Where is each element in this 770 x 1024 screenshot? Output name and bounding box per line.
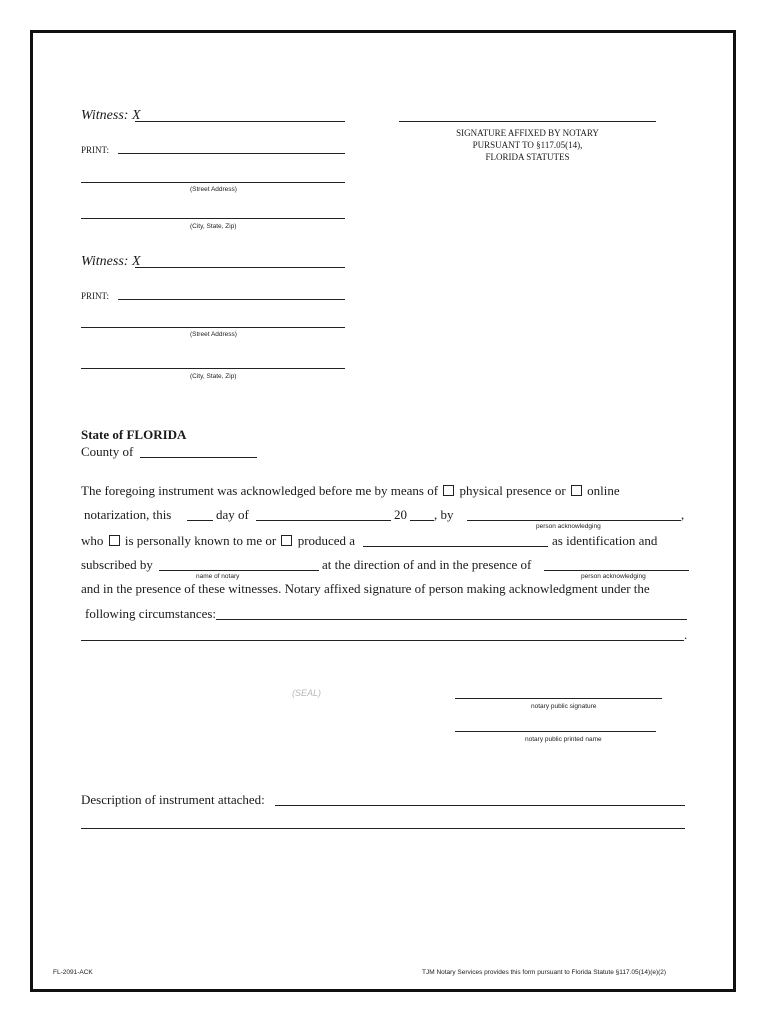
personally-known-checkbox[interactable] [109, 535, 120, 546]
witness1-street-line[interactable] [81, 182, 345, 183]
seal-placeholder: (SEAL) [292, 688, 322, 698]
produced-id-checkbox[interactable] [281, 535, 292, 546]
description-line-2[interactable] [81, 828, 685, 829]
ack-line2-text-b: day of [216, 507, 249, 522]
identification-type-line[interactable] [363, 546, 548, 547]
day-number-line[interactable] [187, 520, 213, 521]
description-label: Description of instrument attached: [81, 792, 265, 807]
month-line[interactable] [256, 520, 391, 521]
period-glyph: . [684, 627, 688, 642]
witness1-city-caption: (City, State, Zip) [190, 223, 237, 230]
witness2-city-line[interactable] [81, 368, 345, 369]
witness2-print-label: PRINT: [81, 291, 110, 301]
circumstances-line-2[interactable] [81, 640, 684, 641]
online-notarization-checkbox[interactable] [571, 485, 582, 496]
circumstances-line-1[interactable] [216, 619, 687, 620]
ack-line1-text-a: The foregoing instrument was acknowledged before me by means of [81, 483, 439, 498]
ack-line2-text-a: notarization, this [84, 507, 172, 522]
ack-line1-text-c: online [587, 483, 620, 498]
ack-line1 [81, 483, 620, 499]
ack-line3 [81, 533, 355, 549]
ack-line1-text-b: physical presence or [459, 483, 566, 498]
year-line[interactable] [410, 520, 434, 521]
county-line[interactable] [140, 457, 257, 458]
comma-glyph: , [681, 507, 685, 522]
person-acknowledging-line-1[interactable] [467, 520, 681, 521]
notary-affixed-line2: PURSUANT TO §117.05(14), [472, 140, 583, 150]
ack-line3-text-c: produced a [297, 533, 356, 548]
ack-line6: following circumstances: [85, 606, 217, 621]
physical-presence-checkbox[interactable] [443, 485, 454, 496]
ack-line2-text-d: , by [434, 507, 454, 522]
ack-line3-text-b: is personally known to me or [124, 533, 277, 548]
description-line-1[interactable] [275, 805, 685, 806]
witness2-label: Witness: X [81, 254, 141, 269]
ack-line4-text-a: subscribed by [81, 557, 153, 572]
ack-line3-text-a: who [81, 533, 104, 548]
caption-name-of-notary: name of notary [196, 573, 240, 580]
notary-affixed-line1: SIGNATURE AFFIXED BY NOTARY [456, 128, 599, 138]
witness1-print-label: PRINT: [81, 145, 110, 155]
form-id: FL-2091-ACK [53, 969, 93, 976]
caption-notary-public-signature: notary public signature [531, 703, 597, 710]
notary-affixed-line3: FLORIDA STATUTES [485, 152, 570, 162]
footer-notice: TJM Notary Services provides this form pursuant to Florida Statute §117.05(14)(e)(2) [422, 969, 667, 976]
witness1-signature-line[interactable] [135, 121, 345, 122]
ack-line4-text-b: at the direction of and in the presence of [322, 557, 532, 572]
county-label: County of [81, 444, 134, 459]
notary-name-line[interactable] [159, 570, 319, 571]
witness1-label: Witness: X [81, 108, 141, 123]
ack-line3-text-d: as identification and [552, 533, 658, 548]
state-label: State of FLORIDA [81, 427, 187, 442]
witness1-city-line[interactable] [81, 218, 345, 219]
caption-person-acknowledging-1: person acknowledging [536, 523, 601, 530]
caption-person-acknowledging-2: person acknowledging [581, 573, 646, 580]
witness2-street-caption: (Street Address) [190, 331, 237, 338]
person-acknowledging-line-2[interactable] [544, 570, 689, 571]
notary-public-signature-line[interactable] [455, 698, 662, 699]
notary-public-printed-name-line[interactable] [455, 731, 656, 732]
witness1-street-caption: (Street Address) [190, 186, 237, 193]
witness2-street-line[interactable] [81, 327, 345, 328]
ack-line2-text-c: 20 [394, 507, 407, 522]
ack-line5: and in the presence of these witnesses. Notary affixed signature of person making acknowledgment under the [81, 581, 650, 596]
witness1-print-line[interactable] [118, 153, 345, 154]
caption-notary-public-printed-name: notary public printed name [525, 736, 602, 743]
notary-affixed-signature-line[interactable] [399, 121, 656, 122]
witness2-print-line[interactable] [118, 299, 345, 300]
witness2-city-caption: (City, State, Zip) [190, 373, 237, 380]
witness2-signature-line[interactable] [135, 267, 345, 268]
